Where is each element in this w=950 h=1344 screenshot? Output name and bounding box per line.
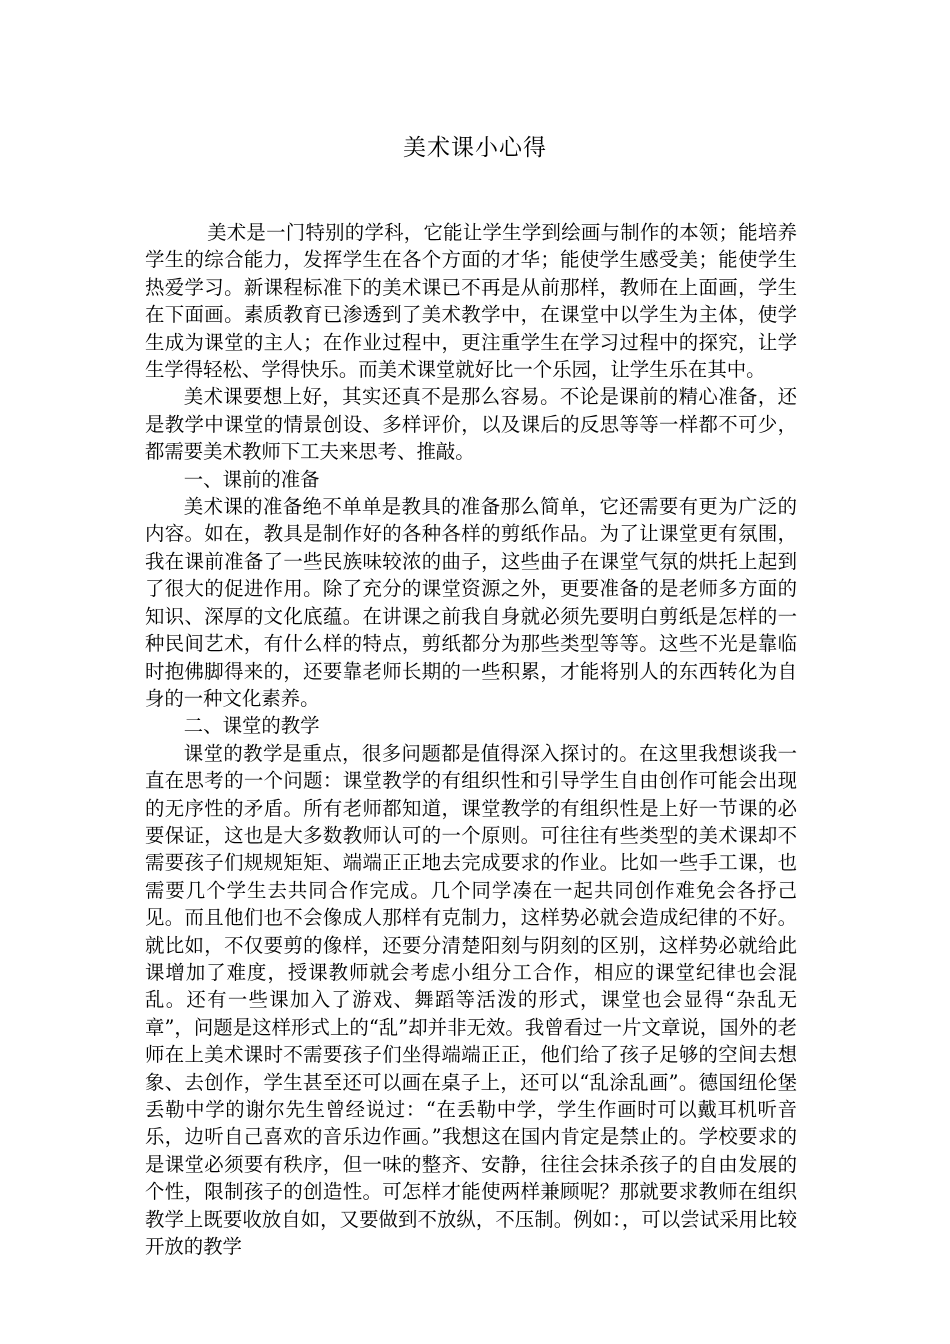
section-heading-teaching: 二、课堂的教学 — [183, 714, 320, 738]
document-body — [145, 219, 797, 1260]
paragraph-preparation: 美术课的准备绝不单单是教具的准备那么简单，它还需要有更为广泛的内容。如在，教具是制作好的各种各样的剪纸作品。为了让课堂更有氛围，我在课前准备了一些民族味较浓的曲子，这些曲子在课堂气氛的烘托上起到了很大的促进作用。除了充分的课堂资源之外，更要准备的是老师多方面的知识、深厚的文化底蕴。在讲课之前我自身就必须先要明白剪纸是怎样的一种民间艺术，有什么样的特点，剪纸都分为那些类型等等。这些不光是靠临时抱佛脚得来的，还要靠老师长期的一些积累，才能将别人的东西转化为自身的一种文化素养。 — [145, 495, 797, 710]
paragraph-intro: 美术是一门特别的学科，它能让学生学到绘画与制作的本领；能培养学生的综合能力，发挥学生在各个方面的才华；能使学生感受美；能使学生热爱学习。新课程标准下的美术课已不再是从前那样，教师在上面画，学生在下面画。素质教育已渗透到了美术教学中，在课堂中以学生为主体，使学生成为课堂的主人；在作业过程中，更注重学生在学习过程中的探究，让学生学得轻松、学得快乐。而美术课堂就好比一个乐园，让学生乐在其中。 — [145, 221, 797, 382]
section-heading-preparation: 一、课前的准备 — [183, 467, 320, 491]
paragraph-teaching: 课堂的教学是重点，很多问题都是值得深入探讨的。在这里我想谈我一直在思考的一个问题：课堂教学的有组织性和引导学生自由创作可能会出现的无序性的矛盾。所有老师都知道，课堂教学的有组织性是上好一节课的必要保证，这也是大多数教师认可的一个原则。可往往有些类型的美术课却不需要孩子们规规矩矩、端端正正地去完成要求的作业。比如一些手工课，也需要几个学生去共同合作完成。几个同学凑在一起共同创作难免会各抒己见。而且他们也不会像成人那样有克制力，这样势必就会造成纪律的不好。就比如，不仅要剪的像样，还要分清楚阳刻与阴刻的区别，这样势必就给此课增加了难度，授课教师就会考虑小组分工合作，相应的课堂纪律也会混乱。还有一些课加入了游戏、舞蹈等活泼的形式，课堂也会显得“杂乱无章”，问题是这样形式上的“乱”却并非无效。我曾看过一片文章说，国外的老师在上美术课时不需要孩子们坐得端端正正，他们给了孩子足够的空间去想象、去创作，学生甚至还可以画在桌子上，还可以“乱涂乱画”。德国纽伦堡丢勒中学的谢尔先生曾经说过：“在丢勒中学，学生作画时可以戴耳机听音乐，边听自己喜欢的音乐边作画。”我想这在国内肯定是禁止的。学校要求的是课堂必须要有秩序，但一味的整齐、安静，往往会抹杀孩子的自由发展的个性，限制孩子的创造性。可怎样才能使两样兼顾呢？那就要求教师在组织教学上既要收放自如，又要做到不放纵，不压制。例如：，可以尝试采用比较开放的教学 — [145, 741, 797, 1259]
paragraph-difficulty: 美术课要想上好，其实还真不是那么容易。不论是课前的精心准备，还是教学中课堂的情景创设、多样评价，以及课后的反思等等一样都不可少，都需要美术教师下工夫来思考、推敲。 — [145, 385, 797, 464]
document-title: 美术课小心得 — [403, 135, 547, 161]
